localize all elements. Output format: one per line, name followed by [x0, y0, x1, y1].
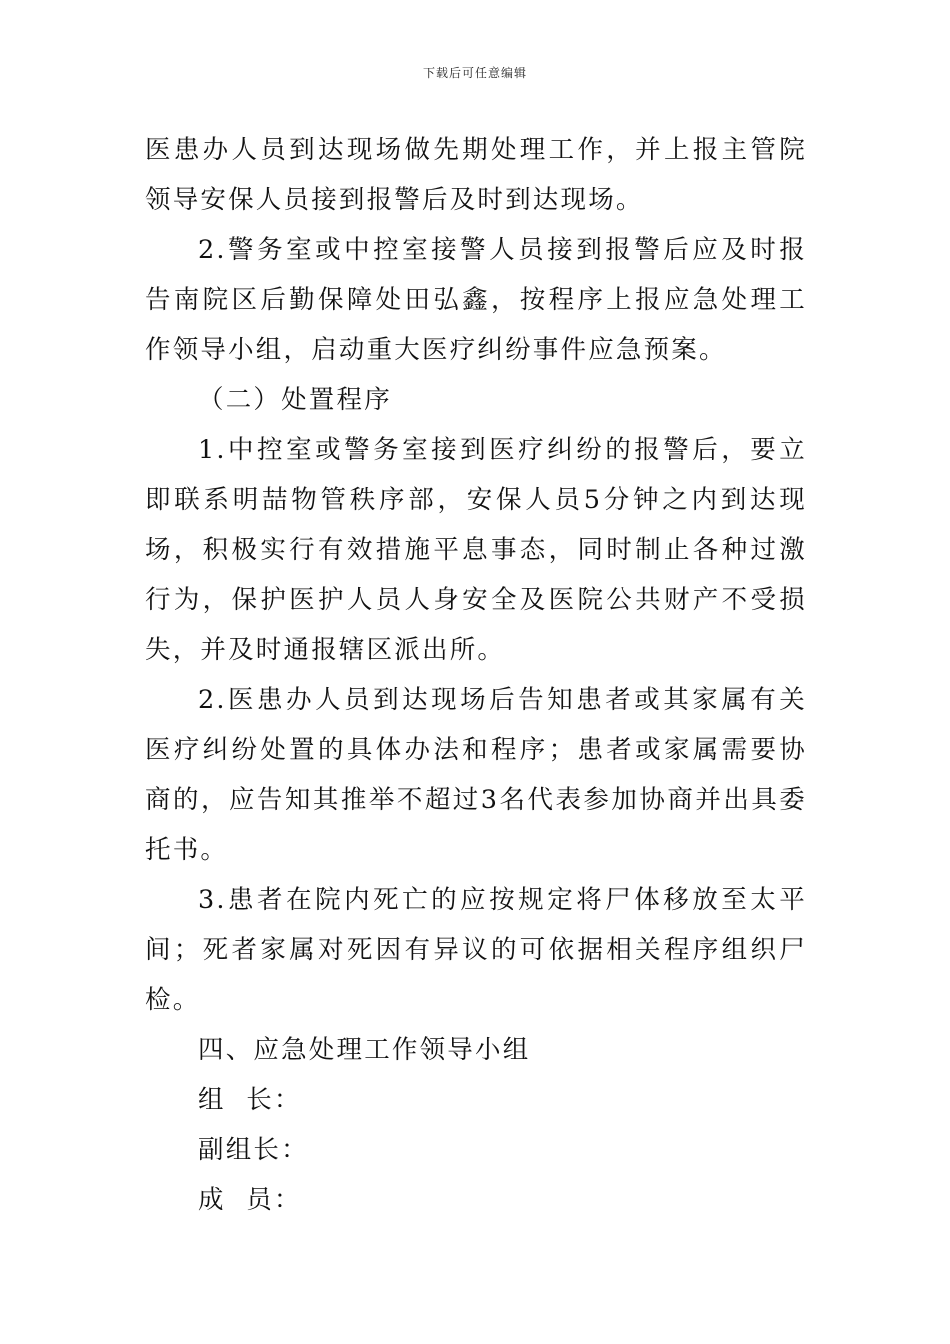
paragraph-4: 2.医患办人员到达现场后告知患者或其家属有关医疗纠纷处置的具体办法和程序；患者或家属需要协商的，应告知其推举不超过3名代表参加协商并出具委托书。	[145, 685, 807, 865]
member-label: 成 员：	[198, 1185, 302, 1215]
paragraph-2: 2.警务室或中控室接警人员接到报警后应及时报告南院区后勤保障处田弘鑫，按程序上报应急处理工作领导小组，启动重大医疗纠纷事件应急预案。	[145, 235, 807, 365]
document-body	[145, 125, 807, 1225]
paragraph-5: 3.患者在院内死亡的应按规定将尸体移放至太平间；死者家属对死因有异议的可依据相关程序组织尸检。	[145, 885, 807, 1015]
deputy-leader-label: 副组长：	[198, 1135, 309, 1165]
page-header: 下载后可任意编辑	[422, 66, 527, 80]
paragraph-1: 医患办人员到达现场做先期处理工作，并上报主管院领导安保人员接到报警后及时到达现场。	[145, 135, 807, 215]
paragraph-3: 1.中控室或警务室接到医疗纠纷的报警后，要立即联系明喆物管秩序部，安保人员5分钟之内到达现场，积极实行有效措施平息事态，同时制止各种过激行为，保护医护人员人身安全及医院公共财产不受损失，并及时通报辖区派出所。	[145, 435, 807, 665]
section-heading-disposal: （二）处置程序	[198, 385, 392, 415]
section-heading-leadership: 四、应急处理工作领导小组	[198, 1035, 531, 1065]
group-leader-label: 组 长：	[198, 1085, 302, 1115]
